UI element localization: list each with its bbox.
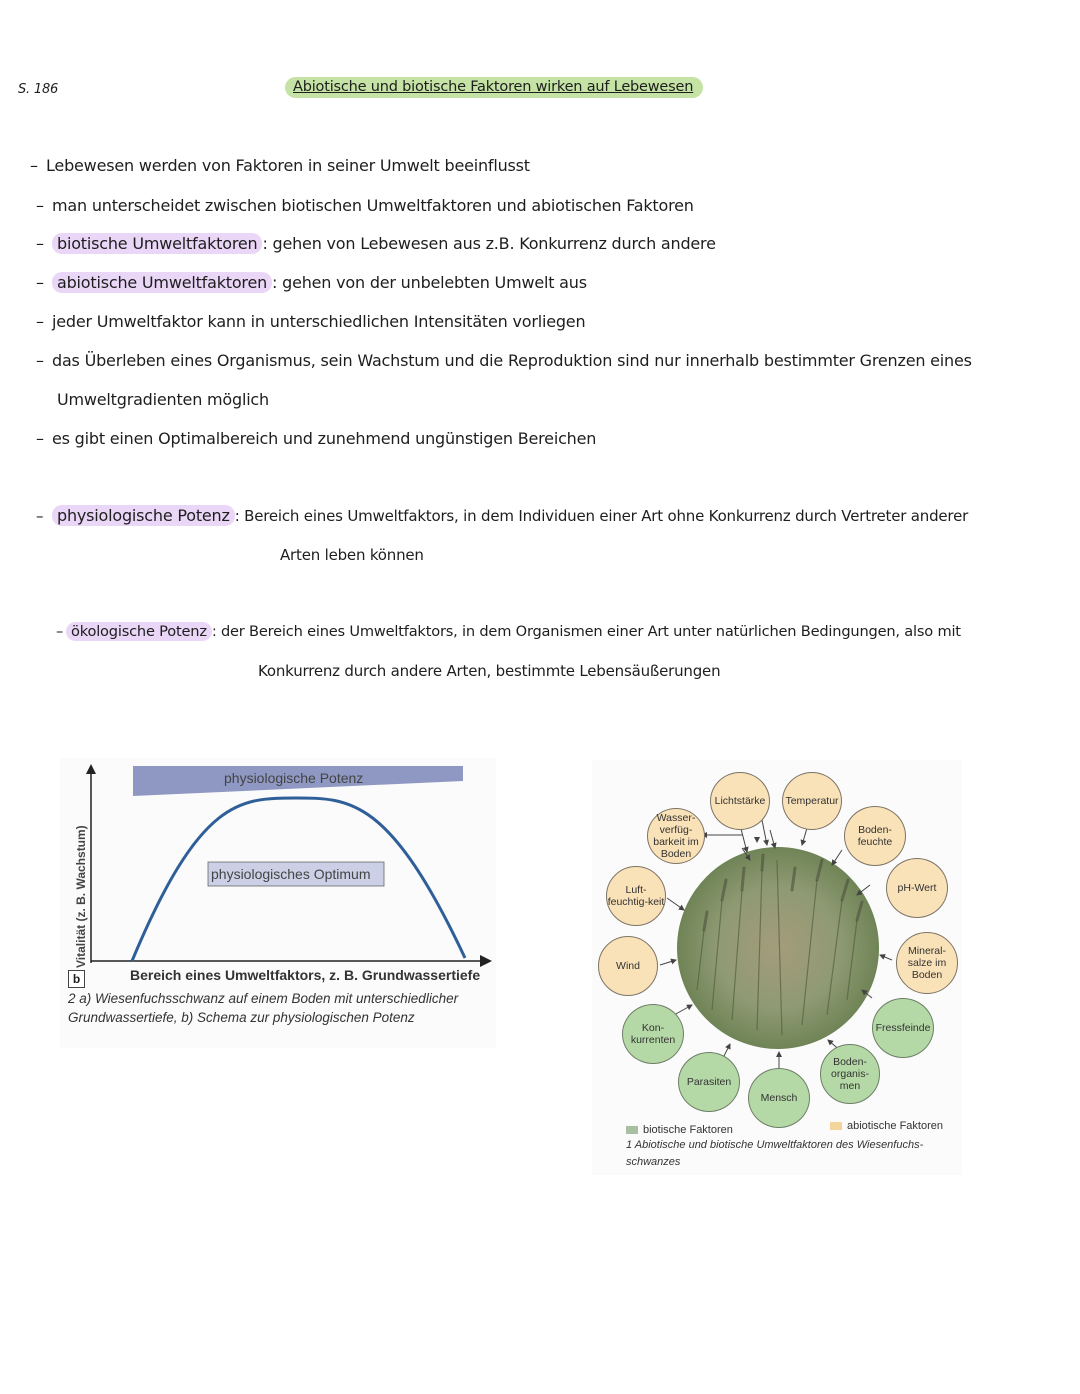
term-highlight: biotische Umweltfaktoren	[52, 233, 262, 254]
x-axis-label: Bereich eines Umweltfaktors, z. B. Grundwassertiefe	[130, 967, 481, 983]
factor-mineralsalze: Mineral-salze im Boden	[896, 932, 958, 994]
note-line-3: – biotische Umweltfaktoren : gehen von Lebewesen aus z.B. Konkurrenz durch andere	[36, 234, 716, 253]
note-line-8: – es gibt einen Optimalbereich und zunehmend ungünstigen Bereichen	[36, 429, 597, 448]
band-label: physiologische Potenz	[224, 770, 364, 786]
note-line-2: – man unterscheidet zwischen biotischen Umweltfaktoren und abiotischen Faktoren	[36, 196, 694, 215]
definition-oekologische-potenz: – ökologische Potenz : der Bereich eines Umweltfaktors, in dem Organismen einer Art unter natürlichen Bedingungen, also mit	[56, 623, 961, 640]
optimum-label: physiologisches Optimum	[211, 866, 371, 882]
x-axis-arrow	[480, 955, 492, 967]
factor-konkurrenten: Kon-kurrenten	[622, 1004, 684, 1064]
y-axis-label: Vitalität (z. B. Wachstum)	[74, 825, 88, 968]
factor-mensch: Mensch	[748, 1068, 810, 1128]
note-line-7: Umweltgradienten möglich	[57, 390, 269, 409]
note-line-5: – jeder Umweltfaktor kann in unterschiedlichen Intensitäten vorliegen	[36, 312, 586, 331]
page-title: Abiotische und biotische Faktoren wirken auf Lebewesen	[285, 77, 703, 98]
legend-biotic: biotische Faktoren	[626, 1124, 733, 1136]
page-number: S. 186	[18, 82, 59, 97]
factor-fressfeinde: Fressfeinde	[872, 998, 934, 1058]
factor-temperatur: Temperatur	[782, 772, 842, 830]
y-axis-arrow	[86, 764, 96, 774]
note-line-4: – abiotische Umweltfaktoren : gehen von der unbelebten Umwelt aus	[36, 273, 587, 292]
term-highlight: abiotische Umweltfaktoren	[52, 272, 272, 293]
note-line-6: – das Überleben eines Organismus, sein Wachstum und die Reproduktion sind nur innerhalb bestimmter Grenzen eines	[36, 351, 972, 370]
factor-bodenorganismen: Boden-organis-men	[820, 1044, 880, 1104]
legend-abiotic-swatch	[830, 1122, 842, 1130]
caption-line-2: Grundwassertiefe, b) Schema zur physiologischen Potenz	[68, 1010, 415, 1025]
definition-oekologische-potenz-cont: Konkurrenz durch andere Arten, bestimmte Lebensäußerungen	[258, 662, 721, 680]
note-line-1: – Lebewesen werden von Faktoren in seiner Umwelt beeinflusst	[30, 156, 530, 175]
definition-physiologische-potenz: – physiologische Potenz : Bereich eines Umweltfaktors, in dem Individuen einer Art ohne Konkurrenz durch Vertreter anderer	[36, 506, 969, 525]
legend-biotic-swatch	[626, 1126, 638, 1134]
factor-parasiten: Parasiten	[678, 1052, 740, 1112]
factor-bodenfeuchte: Boden-feuchte	[844, 806, 906, 866]
factor-ph-wert: pH-Wert	[886, 858, 948, 918]
factor-lichtstaerke: Lichtstärke	[710, 772, 770, 830]
figure-physiologische-potenz	[60, 758, 496, 1048]
caption-line-1: 2 a) Wiesenfuchsschwanz auf einem Boden mit unterschiedlicher	[68, 991, 459, 1006]
factor-wind: Wind	[598, 936, 658, 996]
caption-line-1: 1 Abiotische und biotische Umweltfaktoren des Wiesenfuchs-	[626, 1139, 924, 1151]
definition-physiologische-potenz-cont: Arten leben können	[280, 546, 424, 564]
legend-abiotic: abiotische Faktoren	[830, 1120, 943, 1132]
panel-label: b	[68, 970, 85, 988]
factor-wasserverfuegbarkeit: Wasser-verfüg-barkeit im Boden	[647, 808, 705, 864]
figure-umweltfaktoren	[592, 760, 962, 1175]
factor-luftfeuchtigkeit: Luft-feuchtig-keit	[606, 866, 666, 926]
caption-line-2: schwanzes	[626, 1156, 681, 1168]
